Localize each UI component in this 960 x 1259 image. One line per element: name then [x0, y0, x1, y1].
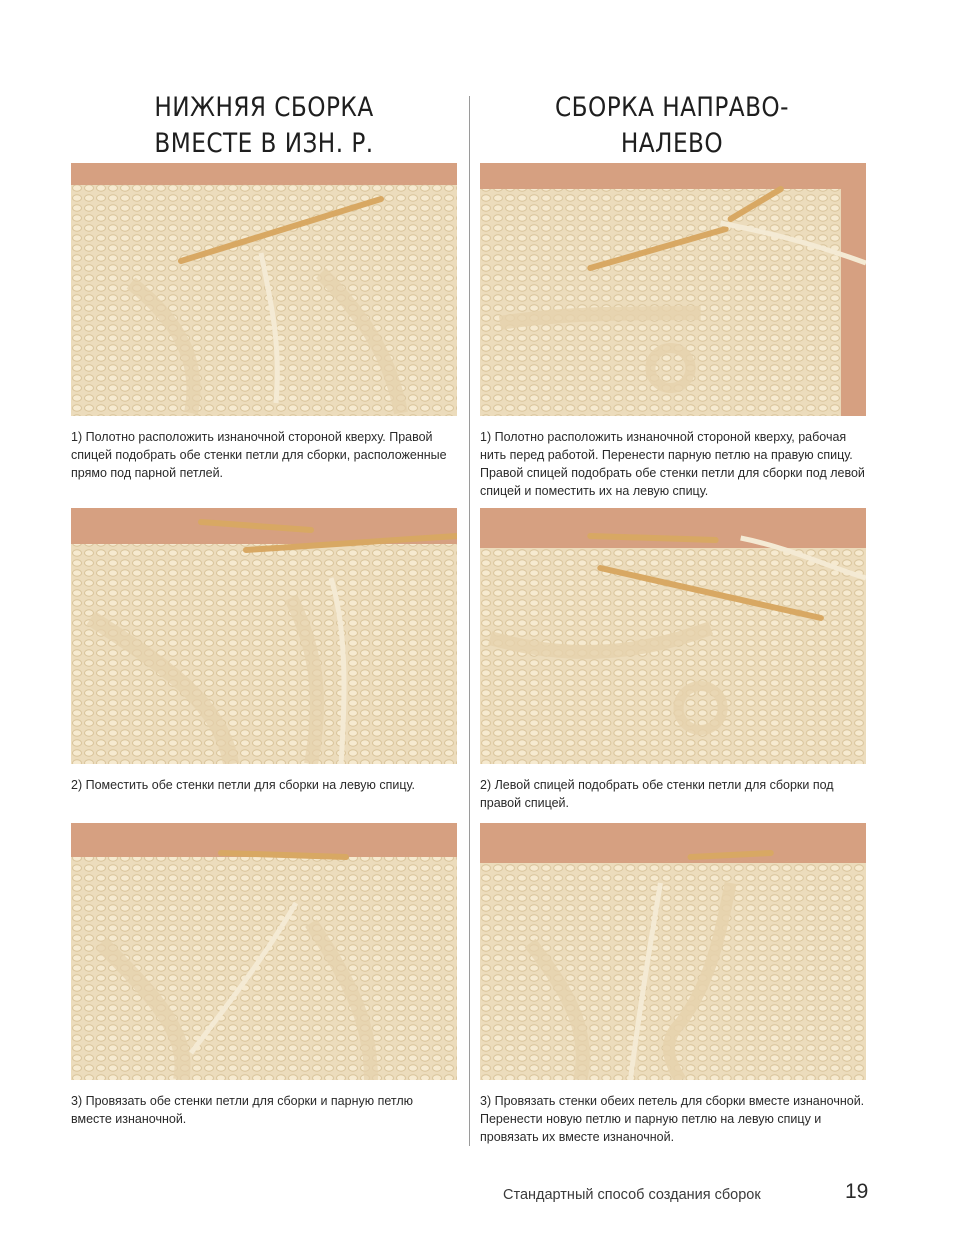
right-heading-line-1: СБОРКА НАПРАВО-НАЛЕВО [555, 92, 789, 159]
right-step-1-photo [480, 163, 866, 416]
footer-section-title: Стандартный способ создания сборок [503, 1187, 761, 1203]
left-heading-line-1: НИЖНЯЯ СБОРКА [154, 92, 374, 123]
right-step-3-photo [480, 823, 866, 1080]
right-step-2-caption: 2) Левой спицей подобрать обе стенки петли для сборки под правой спицей. [480, 778, 834, 810]
left-heading [99, 90, 429, 162]
left-step-3-photo [71, 823, 457, 1080]
left-step-1-photo [71, 163, 457, 416]
left-step-3-caption: 3) Провязать обе стенки петли для сборки и парную петлю вместе изнаночной. [71, 1094, 413, 1126]
left-step-2-caption: 2) Поместить обе стенки петли для сборки на левую спицу. [71, 778, 415, 792]
right-step-2-photo [480, 508, 866, 764]
column-divider [469, 96, 470, 1146]
right-step-1-caption: 1) Полотно расположить изнаночной стороной кверху, рабочая нить перед работой. Перенести парную петлю на правую спицу. Правой спицей подобрать обе стенки петли для сборки под левой спицей и поместить их на левую спицу. [480, 430, 865, 498]
left-step-1-caption: 1) Полотно расположить изнаночной стороной кверху. Правой спицей подобрать обе стенки петли для сборки, расположенные прямо под парной петлей. [71, 430, 447, 480]
page-number: 19 [845, 1180, 869, 1203]
right-step-3-caption: 3) Провязать стенки обеих петель для сборки вместе изнаночной. Перенести новую петлю и парную петлю на левую спицу и провязать их вместе изнаночной. [480, 1094, 865, 1144]
left-heading-line-2: ВМЕСТЕ В ИЗН. Р. [154, 128, 374, 159]
left-step-2-photo [71, 508, 457, 764]
